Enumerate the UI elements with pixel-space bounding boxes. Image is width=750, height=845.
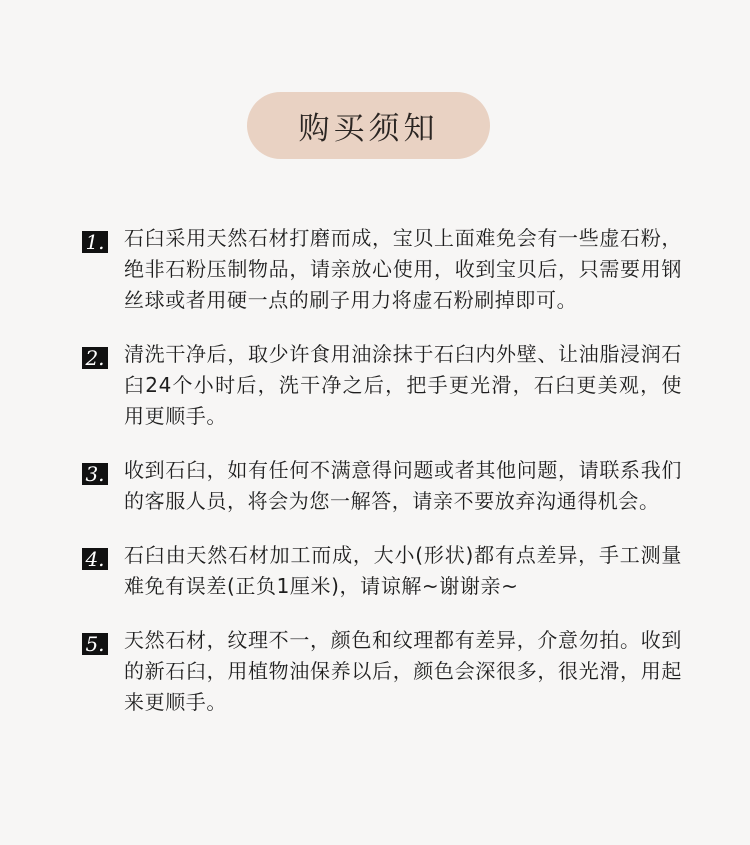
notice-text: 天然石材，纹理不一，颜色和纹理都有差异，介意勿拍。收到的新石臼，用植物油保养以后，颜色会深很多，很光滑，用起来更顺手。 xyxy=(124,628,682,714)
notice-item xyxy=(82,540,682,602)
item-number-badge: 1. xyxy=(82,231,108,253)
notice-item xyxy=(82,339,682,432)
notice-text: 收到石臼，如有任何不满意得问题或者其他问题，请联系我们的客服人员，将会为您一解答，请亲不要放弃沟通得机会。 xyxy=(124,458,682,513)
item-number-badge: 2. xyxy=(82,347,108,369)
page-title: 购买须知 xyxy=(298,111,439,147)
notice-list xyxy=(82,223,682,741)
item-number-badge: 3. xyxy=(82,463,108,485)
item-number-badge: 5. xyxy=(82,633,108,655)
notice-item xyxy=(82,223,682,316)
title-banner xyxy=(247,92,490,159)
notice-text: 清洗干净后，取少许食用油涂抹于石臼内外壁、让油脂浸润石臼24个小时后，洗干净之后，把手更光滑，石臼更美观，使用更顺手。 xyxy=(124,342,682,428)
notice-text: 石臼采用天然石材打磨而成，宝贝上面难免会有一些虚石粉，绝非石粉压制物品，请亲放心使用，收到宝贝后，只需要用钢丝球或者用硬一点的刷子用力将虚石粉刷掉即可。 xyxy=(124,226,682,312)
item-number-badge: 4. xyxy=(82,548,108,570)
notice-item xyxy=(82,455,682,517)
notice-text: 石臼由天然石材加工而成，大小(形状)都有点差异，手工测量难免有误差(正负1厘米)，请谅解~谢谢亲~ xyxy=(124,543,682,598)
notice-item xyxy=(82,625,682,718)
